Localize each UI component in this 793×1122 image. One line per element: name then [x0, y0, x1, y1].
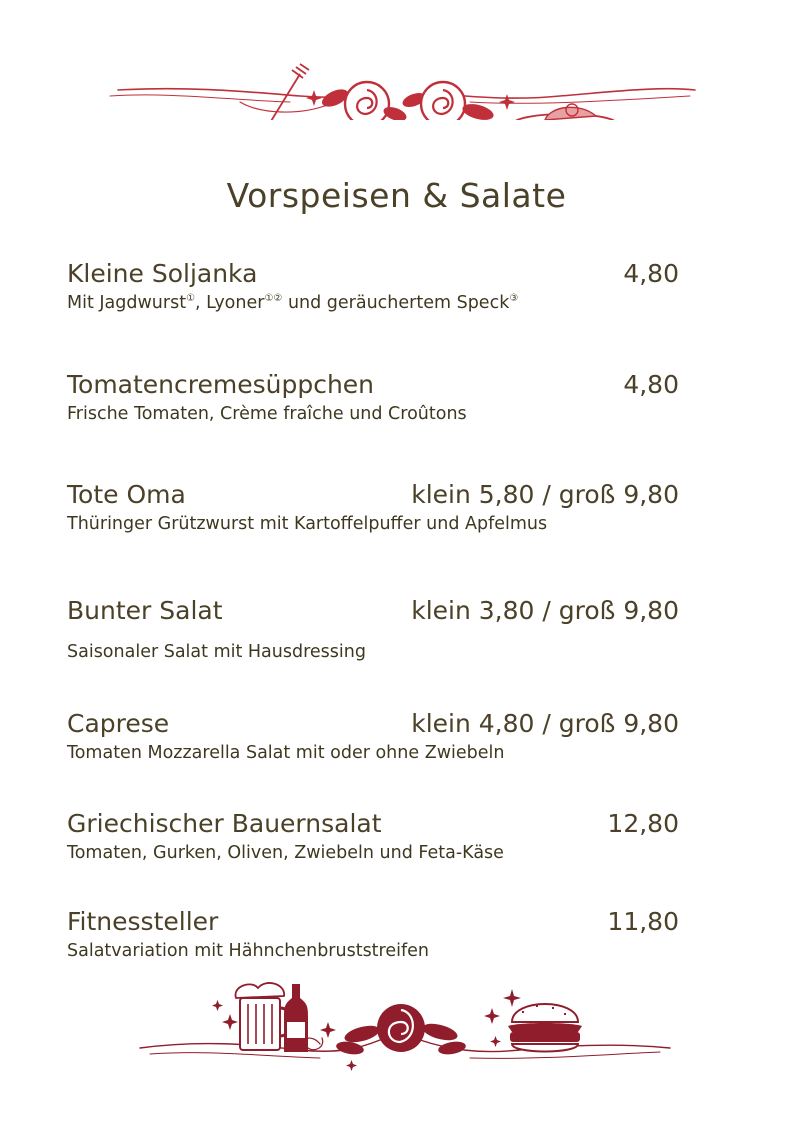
burger-icon	[508, 1004, 582, 1052]
menu-item	[67, 709, 679, 763]
plate-icon	[513, 104, 617, 120]
bottle-icon	[284, 984, 308, 1052]
item-description: Tomaten Mozzarella Salat mit oder ohne Zwiebeln	[67, 743, 505, 763]
item-price: 4,80	[623, 370, 679, 399]
item-description	[67, 293, 679, 313]
rose-icon	[401, 82, 496, 120]
footnote-marker: ①②	[264, 293, 283, 304]
menu-item	[67, 907, 679, 961]
page-title: Vorspeisen & Salate	[226, 176, 567, 215]
item-name: Kleine Soljanka	[67, 259, 258, 288]
item-name: Griechischer Bauernsalat	[67, 809, 382, 838]
top-ornament	[0, 40, 793, 120]
footnote-marker: ①	[186, 293, 196, 304]
item-description: Frische Tomaten, Crème fraîche und Croûtons	[67, 404, 467, 424]
footnote-marker: ③	[509, 293, 519, 304]
item-description: Tomaten, Gurken, Oliven, Zwiebeln und Feta-Käse	[67, 843, 504, 863]
item-price: 4,80	[623, 259, 679, 288]
item-name: Caprese	[67, 709, 170, 738]
item-name: Tote Oma	[67, 480, 186, 509]
item-description: Salatvariation mit Hähnchenbruststreifen	[67, 941, 430, 961]
item-description: Saisonaler Salat mit Hausdressing	[67, 642, 366, 662]
menu-item	[67, 259, 679, 313]
menu-item	[67, 596, 679, 662]
desc-part: Mit Jagdwurst	[67, 293, 187, 313]
item-name: Fitnessteller	[67, 907, 219, 936]
rose-icon	[319, 82, 408, 120]
menu-item	[67, 809, 679, 863]
item-description: Thüringer Grützwurst mit Kartoffelpuffer und Apfelmus	[67, 514, 548, 534]
item-price: klein 4,80 / groß 9,80	[411, 709, 679, 738]
bottom-ornament	[0, 978, 793, 1078]
rose-icon	[335, 1004, 467, 1056]
item-name: Tomatencremesüppchen	[67, 370, 375, 399]
beer-mug-icon	[235, 983, 292, 1050]
item-price: klein 5,80 / groß 9,80	[411, 480, 679, 509]
item-price: 12,80	[607, 809, 679, 838]
item-price: 11,80	[607, 907, 679, 936]
item-price: klein 3,80 / groß 9,80	[411, 596, 679, 625]
desc-part: und geräuchertem Speck	[282, 293, 510, 313]
desc-part: , Lyoner	[195, 293, 265, 313]
menu-item	[67, 370, 679, 424]
menu-item	[67, 480, 679, 534]
item-name: Bunter Salat	[67, 596, 223, 625]
